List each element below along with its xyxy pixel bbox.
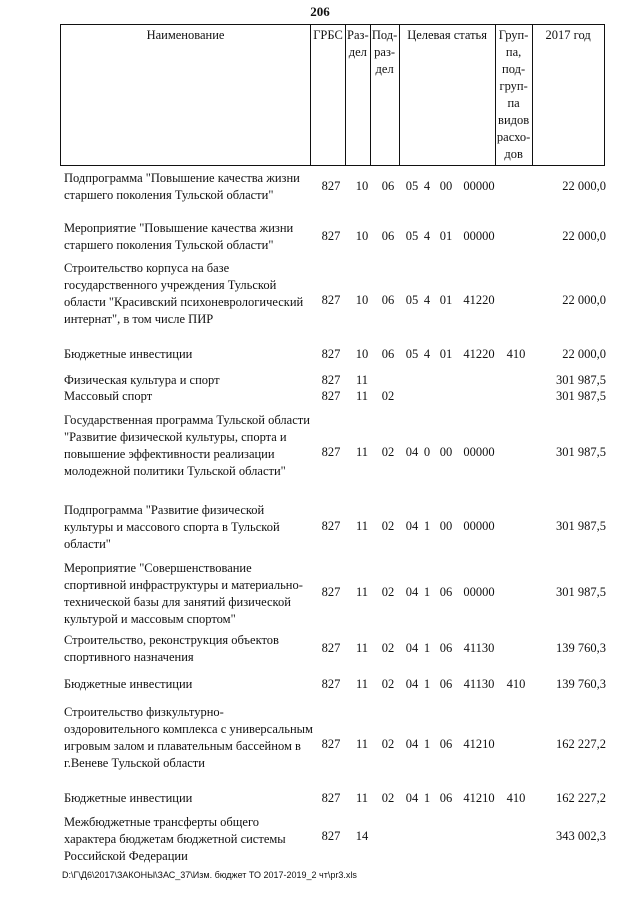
- row-razdel: 11: [355, 641, 369, 655]
- row-amount: 301 987,5: [556, 519, 606, 533]
- row-target-1: 04: [405, 445, 419, 459]
- row-name: Подпрограмма "Развитие физической культуры и массового спорта в Тульской области": [64, 503, 280, 551]
- row-amount: 22 000,0: [562, 229, 606, 243]
- row-grbs: 827: [321, 791, 341, 805]
- page-number: 206: [310, 4, 330, 19]
- row-target-4: 00000: [463, 519, 495, 533]
- row-group: 410: [506, 791, 526, 805]
- row-target-2: 1: [423, 677, 431, 691]
- table-row: [0, 814, 640, 868]
- row-razdel: 11: [355, 585, 369, 599]
- row-target-2: 4: [423, 347, 431, 361]
- col-grbs: ГРБС: [311, 25, 346, 166]
- row-target-3: 06: [439, 737, 453, 751]
- row-target-1: 04: [405, 585, 419, 599]
- table-row: [0, 388, 640, 405]
- row-podrazdel: 02: [381, 585, 395, 599]
- row-podrazdel: 02: [381, 519, 395, 533]
- row-name: Государственная программа Тульской области "Развитие физической культуры, спорта и повышение эффективности реализации молодежной политики Тульской области": [64, 413, 310, 478]
- row-target-4: 41210: [463, 737, 495, 751]
- row-target-1: 05: [405, 179, 419, 193]
- row-amount: 22 000,0: [562, 179, 606, 193]
- row-target-3: 00: [439, 519, 453, 533]
- row-podrazdel: 02: [381, 641, 395, 655]
- table-row: [0, 676, 640, 696]
- row-target-3: 06: [439, 585, 453, 599]
- col-target: Целевая статья: [399, 25, 495, 166]
- row-razdel: 11: [355, 519, 369, 533]
- row-amount: 301 987,5: [556, 373, 606, 387]
- row-amount: 301 987,5: [556, 445, 606, 459]
- row-target-3: 06: [439, 791, 453, 805]
- row-target-4: 41130: [463, 641, 495, 655]
- row-grbs: 827: [321, 641, 341, 655]
- table-row: [0, 220, 640, 256]
- row-amount: 301 987,5: [556, 389, 606, 403]
- row-razdel: 10: [355, 347, 369, 361]
- row-group: 410: [506, 677, 526, 691]
- row-name: Бюджетные инвестиции: [64, 347, 193, 361]
- row-podrazdel: 02: [381, 445, 395, 459]
- row-razdel: 11: [355, 389, 369, 403]
- row-razdel: 11: [355, 791, 369, 805]
- row-name: Массовый спорт: [64, 389, 153, 403]
- row-target-2: 1: [423, 641, 431, 655]
- row-name: Межбюджетные трансферты общего характера бюджетам бюджетной системы Российской Федерации: [64, 815, 286, 863]
- file-path-footer: D:\Г\Д6\2017\ЗАКОНЫ\ЗАС_37\Изм. бюджет ТО 2017-2019_2 чт\pr3.xls: [62, 870, 357, 880]
- row-razdel: 10: [355, 179, 369, 193]
- row-podrazdel: 02: [381, 791, 395, 805]
- row-podrazdel: 02: [381, 737, 395, 751]
- row-target-3: 01: [439, 229, 453, 243]
- row-group: 410: [506, 347, 526, 361]
- row-amount: 162 227,2: [556, 737, 606, 751]
- row-razdel: 11: [355, 373, 369, 387]
- row-grbs: 827: [321, 677, 341, 691]
- table-row: [0, 412, 640, 498]
- row-target-3: 00: [439, 445, 453, 459]
- table-row: [0, 790, 640, 810]
- row-grbs: 827: [321, 293, 341, 307]
- row-name: Мероприятие "Совершенствование спортивной инфраструктуры и материально-технической базы для занятий физической культурой и массовым спортом": [64, 561, 303, 626]
- row-target-3: 06: [439, 641, 453, 655]
- row-target-1: 04: [405, 519, 419, 533]
- row-target-1: 05: [405, 293, 419, 307]
- row-target-4: 41220: [463, 293, 495, 307]
- row-target-1: 04: [405, 791, 419, 805]
- row-target-3: 06: [439, 677, 453, 691]
- row-target-3: 01: [439, 293, 453, 307]
- row-target-2: 0: [423, 445, 431, 459]
- table-row: [0, 346, 640, 366]
- row-target-1: 04: [405, 677, 419, 691]
- row-target-1: 05: [405, 347, 419, 361]
- row-razdel: 11: [355, 677, 369, 691]
- col-year: 2017 год: [532, 25, 604, 166]
- row-target-2: 1: [423, 737, 431, 751]
- row-grbs: 827: [321, 373, 341, 387]
- row-razdel: 10: [355, 293, 369, 307]
- row-podrazdel: 06: [381, 229, 395, 243]
- row-podrazdel: 02: [381, 677, 395, 691]
- row-target-4: 00000: [463, 179, 495, 193]
- table-row: [0, 560, 640, 630]
- table-body: [0, 24, 640, 884]
- row-podrazdel: 06: [381, 293, 395, 307]
- row-target-4: 00000: [463, 585, 495, 599]
- row-target-1: 05: [405, 229, 419, 243]
- row-grbs: 827: [321, 445, 341, 459]
- row-name: Бюджетные инвестиции: [64, 791, 193, 805]
- row-target-2: 4: [423, 293, 431, 307]
- row-podrazdel: 02: [381, 389, 395, 403]
- col-name: Наименование: [61, 25, 311, 166]
- row-target-4: 41210: [463, 791, 495, 805]
- row-name: Подпрограмма "Повышение качества жизни старшего поколения Тульской области": [64, 171, 300, 202]
- row-target-3: 00: [439, 179, 453, 193]
- col-razdel: Раз- дел: [346, 25, 371, 166]
- row-grbs: 827: [321, 179, 341, 193]
- table-row: [0, 502, 640, 554]
- row-grbs: 827: [321, 829, 341, 843]
- row-podrazdel: 06: [381, 179, 395, 193]
- row-grbs: 827: [321, 389, 341, 403]
- row-name: Физическая культура и спорт: [64, 373, 220, 387]
- row-name: Строительство физкультурно-оздоровительного комплекса с универсальным игровым залом и плавательным бассейном в г.Веневе Тульской области: [64, 705, 313, 770]
- table-row: [0, 170, 640, 206]
- row-name: Мероприятие "Повышение качества жизни старшего поколения Тульской области": [64, 221, 294, 252]
- table-row: [0, 632, 640, 668]
- row-amount: 22 000,0: [562, 347, 606, 361]
- row-podrazdel: 06: [381, 347, 395, 361]
- row-razdel: 11: [355, 445, 369, 459]
- row-target-2: 1: [423, 791, 431, 805]
- row-razdel: 14: [355, 829, 369, 843]
- row-target-2: 1: [423, 585, 431, 599]
- col-podrazdel: Под- раз- дел: [370, 25, 399, 166]
- row-target-2: 4: [423, 179, 431, 193]
- row-razdel: 11: [355, 737, 369, 751]
- row-grbs: 827: [321, 229, 341, 243]
- row-grbs: 827: [321, 347, 341, 361]
- row-amount: 139 760,3: [556, 677, 606, 691]
- row-name: Строительство, реконструкция объектов спортивного назначения: [64, 633, 279, 664]
- row-target-4: 00000: [463, 445, 495, 459]
- row-amount: 22 000,0: [562, 293, 606, 307]
- row-target-1: 04: [405, 641, 419, 655]
- row-grbs: 827: [321, 519, 341, 533]
- row-amount: 139 760,3: [556, 641, 606, 655]
- row-grbs: 827: [321, 737, 341, 751]
- row-target-3: 01: [439, 347, 453, 361]
- row-target-2: 1: [423, 519, 431, 533]
- row-name: Бюджетные инвестиции: [64, 677, 193, 691]
- row-name: Строительство корпуса на базе государственного учреждения Тульской области "Красивский психоневрологический интернат", в том числе ПИР: [64, 261, 304, 326]
- row-grbs: 827: [321, 585, 341, 599]
- row-razdel: 10: [355, 229, 369, 243]
- row-amount: 162 227,2: [556, 791, 606, 805]
- table-row: [0, 704, 640, 790]
- row-amount: 301 987,5: [556, 585, 606, 599]
- table-row: [0, 372, 640, 389]
- row-target-2: 4: [423, 229, 431, 243]
- table-row: [0, 260, 640, 346]
- col-group: Груп- па, под- груп- па видов расхо- дов: [495, 25, 532, 166]
- row-target-4: 00000: [463, 229, 495, 243]
- row-amount: 343 002,3: [556, 829, 606, 843]
- row-target-4: 41220: [463, 347, 495, 361]
- row-target-4: 41130: [463, 677, 495, 691]
- row-target-1: 04: [405, 737, 419, 751]
